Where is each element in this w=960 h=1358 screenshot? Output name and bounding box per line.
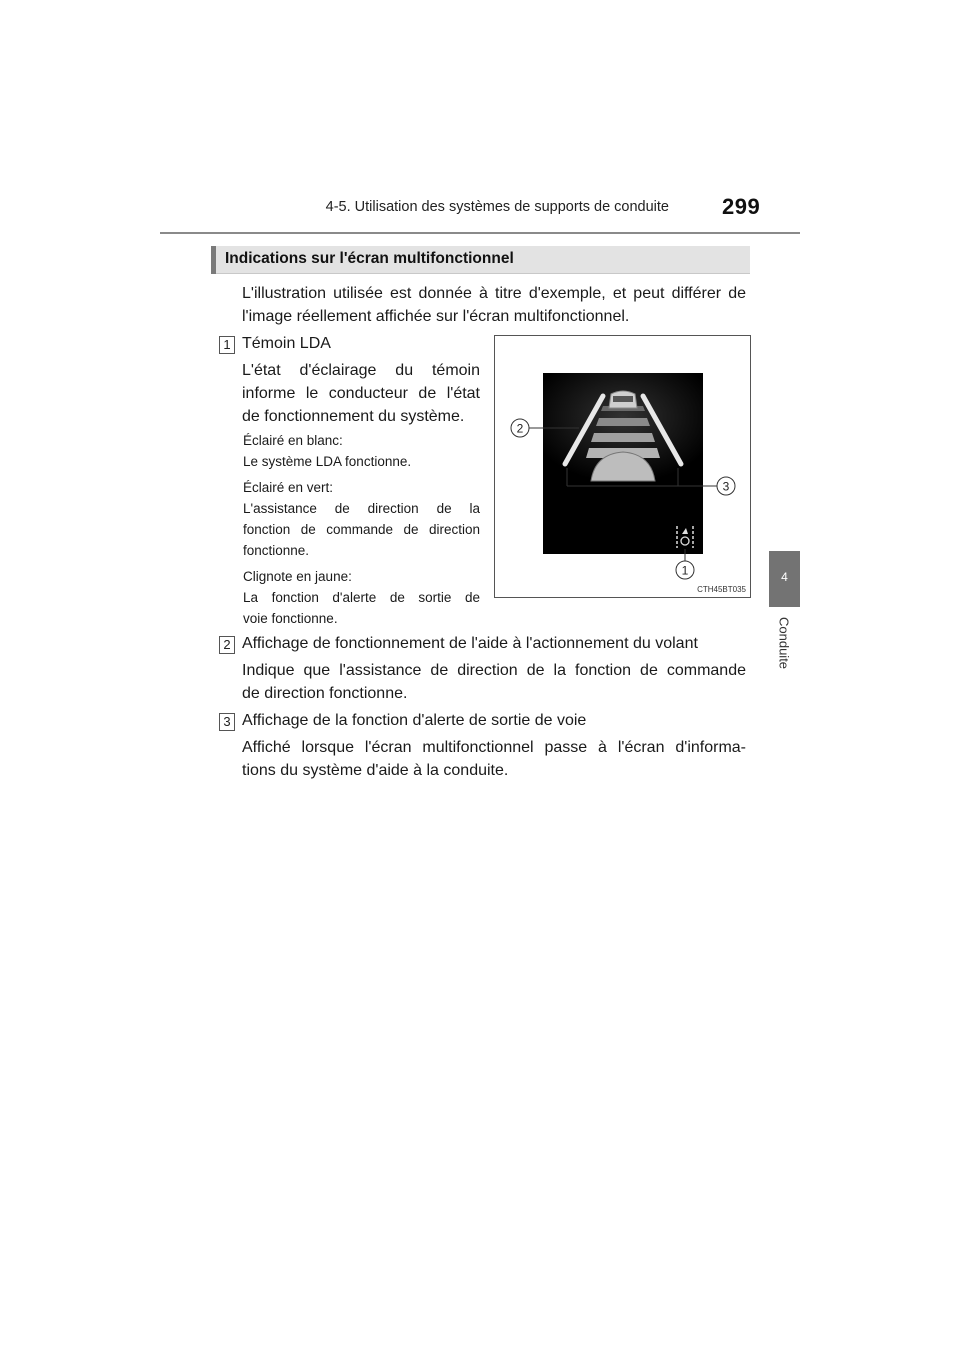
chapter-number: 4 <box>781 570 788 584</box>
item-1-desc-line-3: de fonctionnement du système. <box>242 408 465 425</box>
item-3-desc-line-2: tions du système d'aide à la conduite. <box>242 762 509 779</box>
page-number: 299 <box>722 194 761 219</box>
item-3-desc-line-1: Affiché lorsque l'écran multifonctionnel passe à l'écran d'informa- <box>242 739 746 756</box>
item-2-title: Affichage de fonctionnement de l'aide à l'actionnement du volant <box>242 635 698 652</box>
item-1-desc-line-1: L'état d'éclairage du témoin <box>242 362 480 379</box>
header-divider <box>160 232 800 234</box>
lane-band <box>596 418 650 426</box>
callout-1-number: 1 <box>681 563 689 578</box>
heading-text: Indications sur l'écran multifonctionnel <box>225 250 514 267</box>
callout-2-number: 2 <box>516 421 524 436</box>
section-title: 4-5. Utilisation des systèmes de supports de conduite <box>325 199 669 215</box>
heading-accent <box>211 246 216 274</box>
lead-car-window <box>613 396 633 402</box>
item-1-number: 1 <box>219 336 235 354</box>
item-1-desc-line-2: informe le conducteur de l'état <box>242 385 480 402</box>
white-state-label: Éclairé en blanc: <box>243 433 343 448</box>
chapter-label-text: Conduite <box>776 617 792 670</box>
item-2-number: 2 <box>219 636 235 654</box>
intro-line-2: l'image réellement affichée sur l'écran multifonctionnel. <box>242 308 630 325</box>
item-3-title: Affichage de la fonction d'alerte de sortie de voie <box>242 712 587 729</box>
intro-line-1: L'illustration utilisée est donnée à titre d'exemple, et peut différer de <box>242 285 746 302</box>
green-state-line-1: L'assistance de direction de la <box>243 501 480 516</box>
green-state-line-2: fonction de commande de direction <box>243 522 480 537</box>
figure-code: CTH45BT035 <box>697 585 746 594</box>
item-3-number: 3 <box>219 713 235 731</box>
item-2-desc-line-2: de direction fonctionne. <box>242 685 408 702</box>
display-illustration <box>494 335 751 598</box>
yellow-state-label: Clignote en jaune: <box>243 569 352 584</box>
green-state-line-3: fonctionne. <box>243 543 310 558</box>
item-1-title: Témoin LDA <box>242 335 331 352</box>
section-heading <box>211 246 750 274</box>
yellow-state-line-2: voie fonctionne. <box>243 611 338 626</box>
item-2-desc-line-1: Indique que l'assistance de direction de la fonction de commande <box>242 662 746 679</box>
display-svg <box>495 336 750 597</box>
yellow-state-line-1: La fonction d'alerte de sortie de <box>243 590 480 605</box>
callout-3-number: 3 <box>722 479 730 494</box>
lane-band <box>591 433 655 442</box>
white-state-text: Le système LDA fonctionne. <box>243 454 412 469</box>
green-state-label: Éclairé en vert: <box>243 480 334 495</box>
chapter-label <box>772 617 796 687</box>
